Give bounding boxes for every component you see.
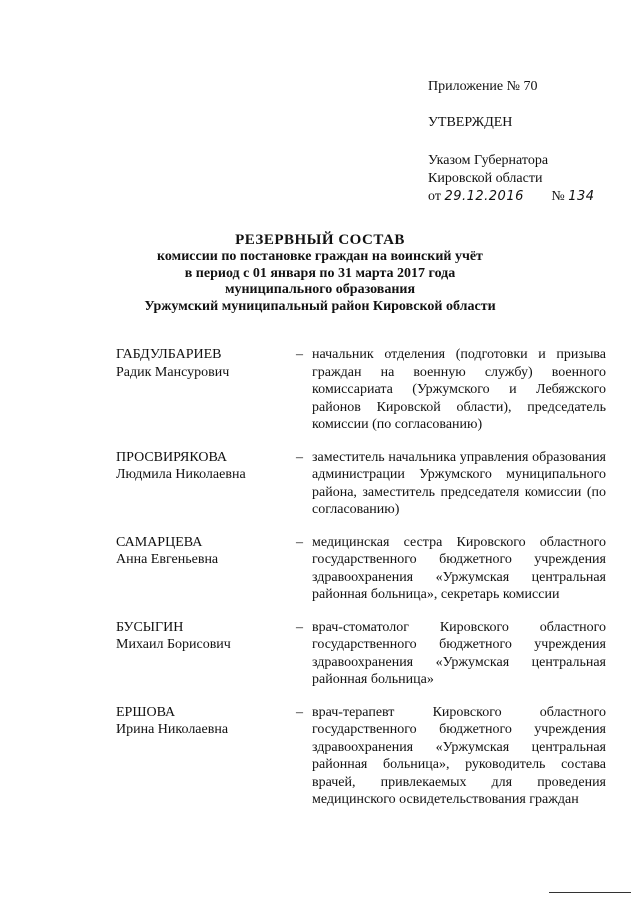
member-list (116, 346, 606, 809)
title-line-2: комиссии по постановке граждан на воинский учёт (157, 249, 483, 264)
member-surname: САМАРЦЕВА (116, 534, 203, 550)
member-given-name: Людмила Николаевна (116, 467, 246, 482)
member-entry (116, 704, 606, 809)
member-role: начальник отделения (подготовки и призыва граждан на военную службу) военного комиссариата (Уржумского и Лебяжского районов Кировской области), председатель комиссии (по согласованию) (312, 347, 606, 432)
member-given-name: Радик Мансурович (116, 364, 230, 380)
member-role: врач-стоматолог Кировского областного государственного бюджетного учреждения здравоохранения «Уржумская центральная районная больница» (312, 619, 606, 687)
member-surname: ЕРШОВА (116, 704, 176, 720)
decree-date: 29.12.2016 (444, 189, 524, 204)
approved-label: УТВЕРЖДЕН (428, 115, 513, 130)
member-surname: БУСЫГИН (116, 619, 184, 635)
member-dash: – (296, 704, 303, 720)
title-line-4: муниципального образования (224, 282, 416, 297)
appendix-number: Приложение № 70 (428, 79, 538, 94)
member-given-name: Михаил Борисович (116, 637, 231, 652)
title-line-3: в период с 01 января по 31 марта 2017 года (184, 265, 456, 281)
member-dash: – (296, 619, 303, 635)
member-surname: ПРОСВИРЯКОВА (116, 449, 228, 465)
member-dash: – (296, 534, 303, 550)
footer-rule (549, 892, 631, 893)
document-title (100, 232, 540, 315)
member-role: медицинская сестра Кировского областного государственного бюджетного учреждения здравоохранения «Уржумская центральная районная больница», секретарь комиссии (312, 534, 606, 602)
member-entry (116, 449, 606, 519)
title-line-1: РЕЗЕРВНЫЙ СОСТАВ (235, 232, 405, 248)
decree-date-line (428, 188, 595, 206)
member-entry (116, 619, 606, 689)
member-role: заместитель начальника управления образования администрации Уржумского муниципального района, заместитель председателя комиссии (по согласованию) (312, 449, 606, 517)
member-role: врач-терапевт Кировского областного государственного бюджетного учреждения здравоохранения «Уржумская центральная районная больница», руководитель состава врачей, привлекаемых для проведения медицинского освидетельствования граждан (312, 704, 606, 807)
decree-number: 134 (568, 189, 595, 204)
member-name (116, 346, 296, 434)
member-name (116, 704, 296, 809)
member-given-name: Ирина Николаевна (116, 722, 229, 737)
date-prefix: от (428, 189, 441, 204)
decree-line-1: Указом Губернатора (428, 153, 549, 168)
member-entry (116, 346, 606, 434)
member-surname: ГАБДУЛБАРИЕВ (116, 347, 222, 362)
number-prefix: № (551, 189, 565, 204)
member-name (116, 534, 296, 604)
member-entry (116, 534, 606, 604)
member-given-name: Анна Евгеньевна (116, 552, 219, 567)
member-name (116, 449, 296, 519)
member-dash: – (296, 347, 303, 362)
decree-line-2: Кировской области (428, 171, 543, 186)
member-dash: – (296, 449, 303, 465)
approval-block (428, 78, 595, 206)
member-name (116, 619, 296, 689)
title-line-5: Уржумский муниципальный район Кировской области (144, 298, 496, 314)
